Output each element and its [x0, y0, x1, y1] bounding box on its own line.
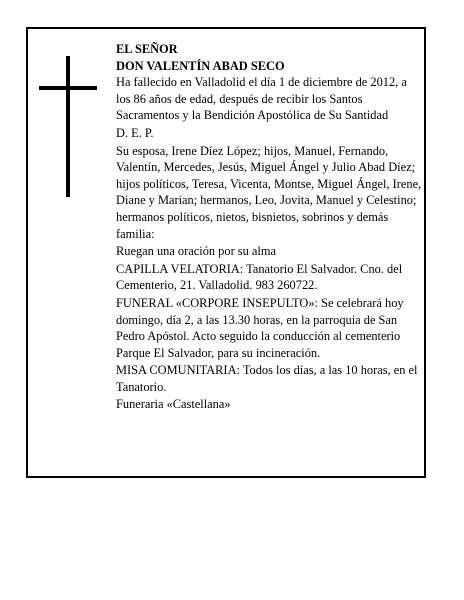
family-list: Su esposa, Irene Díez López; hijos, Manuel, Fernando, Valentín, Mercedes, Jesús, Miguel Ángel y Julio Abad Díez; hijos políticos, Teresa, Vicenta, Montse, Miguel Ángel, Irene, Diane y Marian; hermanos, Leo, Jovita, Manuel y Celestino; hermanos políticos, nietos, bisnietos, sobrinos y demás familia:: [116, 143, 422, 241]
prayer-request: Ruegan una oración por su alma: [116, 244, 276, 259]
community-mass: MISA COMUNITARIA: Todos los días, a las 10 horas, en el Tanatorio.: [116, 363, 418, 394]
rest-in-peace: D. E. P.: [116, 125, 154, 140]
notice-title-line1: EL SEÑOR: [116, 42, 178, 56]
obituary-notice: [26, 27, 426, 478]
wake-location: CAPILLA VELATORIA: Tanatorio El Salvador. Cno. del Cementerio, 21. Valladolid. 983 260722.: [116, 261, 403, 293]
funeral-home: Funeraria «Castellana»: [116, 397, 231, 412]
deceased-name: DON VALENTÍN ABAD SECO: [116, 58, 285, 73]
notice-text: [116, 41, 422, 414]
funeral-details: FUNERAL «CORPORE INSEPULTO»: Se celebrará hoy domingo, día 2, a las 13.30 horas, en la parroquia de San Pedro Apóstol. Acto seguido la conducción al cementerio Parque El Salvador, para su incineración.: [116, 295, 404, 360]
death-announcement: Ha fallecido en Valladolid el día 1 de diciembre de 2012, a los 86 años de edad, después de recibir los Santos Sacramentos y la Bendición Apostólica de Su Santidad: [116, 75, 407, 123]
cross-icon: [39, 56, 97, 197]
